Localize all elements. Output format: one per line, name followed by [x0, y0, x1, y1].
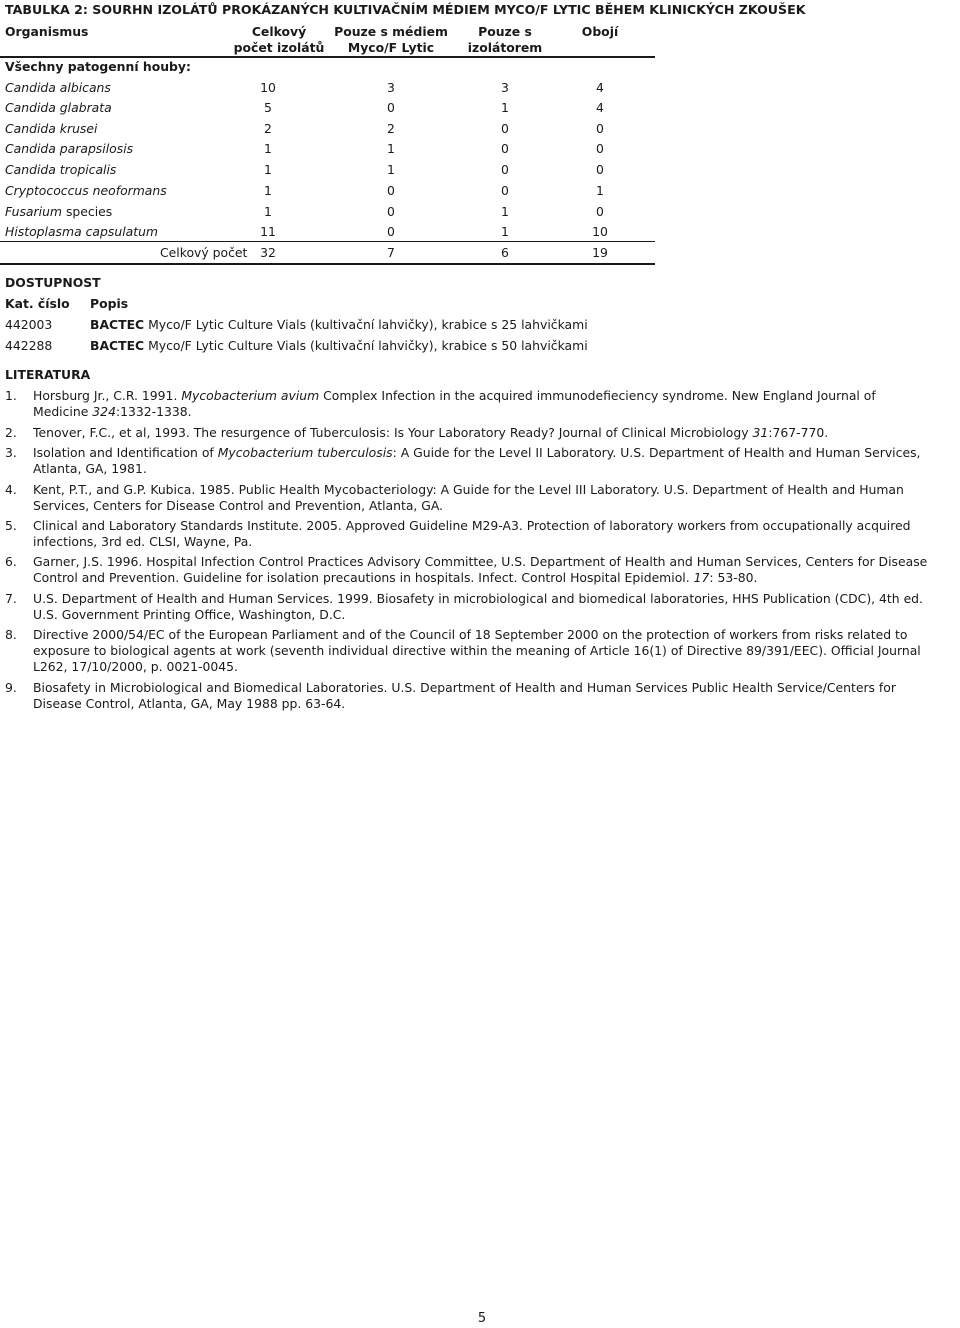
- table-cell-isolator: 1: [501, 100, 509, 115]
- header-isolator-line2: izolátorem: [467, 40, 543, 55]
- table-row-organism: [5, 204, 112, 219]
- reference-segment: Complex Infection in the acquired immunodefieciency syndrome. New England Journal of Medicine: [33, 388, 876, 419]
- organism-name: Candida albicans: [5, 80, 111, 95]
- reference-text: [33, 518, 935, 550]
- table-cell-isolator: 0: [501, 121, 509, 136]
- table-rule-bottom: [0, 263, 655, 265]
- header-both: Obojí: [581, 24, 619, 39]
- reference-number: 8.: [5, 627, 17, 642]
- reference-segment: Isolation and Identification of: [33, 445, 218, 460]
- table-cell-isolator: 3: [501, 80, 509, 95]
- header-total-line2: počet izolátů: [233, 40, 325, 55]
- table-cell-both: 4: [596, 80, 604, 95]
- total-both: 19: [592, 245, 608, 260]
- reference-segment: Horsburg Jr., C.R. 1991.: [33, 388, 182, 403]
- total-label: Celkový počet: [160, 245, 248, 260]
- reference-segment: Garner, J.S. 1996. Hospital Infection Control Practices Advisory Committee, U.S. Department of Health and Human Services, Centers for Disease Control and Prevention. Guideline for isolation precautions in hospitals. Infect. Control Hospital Epidemiol.: [33, 554, 928, 585]
- table-cell-both: 0: [596, 204, 604, 219]
- reference-segment: Tenover, F.C., et al, 1993. The resurgence of Tuberculosis: Is Your Laboratory Ready? Journal of Clinical Microbiology: [33, 425, 753, 440]
- header-isolator-line1: Pouze s: [478, 24, 532, 39]
- table-cell-medium: 0: [387, 100, 395, 115]
- table-cell-medium: 1: [387, 162, 395, 177]
- organism-name: Fusarium: [5, 204, 62, 219]
- reference-italic: 31: [752, 425, 769, 440]
- table-cell-total: 5: [264, 100, 272, 115]
- page-number: 5: [477, 1311, 487, 1326]
- header-organism: Organismus: [5, 24, 89, 39]
- reference-text: [33, 445, 935, 477]
- organism-name: Histoplasma capsulatum: [5, 224, 159, 239]
- table-cell-medium: 0: [387, 224, 395, 239]
- reference-text: [33, 388, 935, 420]
- table-row-organism: [5, 141, 133, 156]
- table-cell-both: 10: [592, 224, 608, 239]
- reference-text: [33, 627, 935, 675]
- table-title: TABULKA 2: SOURHN IZOLÁTŮ PROKÁZANÝCH KULTIVAČNÍM MÉDIEM MYCO/F LYTIC BĚHEM KLINICKÝCH ZKOUŠEK: [5, 2, 806, 17]
- table-cell-total: 10: [260, 80, 276, 95]
- header-total-line1: Celkový: [251, 24, 307, 39]
- table-cell-isolator: 1: [501, 204, 509, 219]
- header-medium-line1: Pouze s médiem: [334, 24, 448, 39]
- reference-italic: Mycobacterium avium: [181, 388, 320, 403]
- table-rule-top: [0, 56, 655, 58]
- table-cell-both: 4: [596, 100, 604, 115]
- reference-segment: Clinical and Laboratory Standards Institute. 2005. Approved Guideline M29-A3. Protection of laboratory workers from occupationally acquired infections, 3rd ed. CLSI, Wayne, Pa.: [33, 518, 911, 549]
- table-cell-both: 1: [596, 183, 604, 198]
- reference-segment: :1332-1338.: [115, 404, 192, 419]
- table-cell-total: 1: [264, 204, 272, 219]
- product-text: Myco/F Lytic Culture Vials (kultivační lahvičky), krabice s 50 lahvičkami: [144, 338, 588, 353]
- group-label: Všechny patogenní houby:: [5, 59, 191, 74]
- table-cell-isolator: 0: [501, 183, 509, 198]
- reference-text: [33, 482, 935, 514]
- reference-segment: :767-770.: [768, 425, 829, 440]
- literature-heading: LITERATURA: [5, 367, 91, 382]
- table-row-organism: [5, 100, 112, 115]
- organism-name: Candida glabrata: [5, 100, 112, 115]
- organism-name: Candida krusei: [5, 121, 98, 136]
- total-medium: 7: [387, 245, 395, 260]
- table-cell-isolator: 1: [501, 224, 509, 239]
- catalog-number: 442288: [5, 338, 53, 353]
- reference-number: 2.: [5, 425, 17, 440]
- reference-italic: 324: [92, 404, 116, 419]
- table-cell-isolator: 0: [501, 141, 509, 156]
- catalog-description: [90, 317, 588, 332]
- reference-number: 9.: [5, 680, 17, 695]
- table-cell-both: 0: [596, 162, 604, 177]
- table-cell-total: 1: [264, 141, 272, 156]
- organism-name: Cryptococcus neoformans: [5, 183, 167, 198]
- total-isolator: 6: [501, 245, 509, 260]
- table-row-organism: [5, 224, 158, 239]
- table-cell-isolator: 0: [501, 162, 509, 177]
- product-text: Myco/F Lytic Culture Vials (kultivační lahvičky), krabice s 25 lahvičkami: [144, 317, 588, 332]
- catalog-number: 442003: [5, 317, 53, 332]
- table-row-organism: [5, 162, 116, 177]
- table-cell-medium: 2: [387, 121, 395, 136]
- reference-number: 7.: [5, 591, 17, 606]
- organism-name: Candida tropicalis: [5, 162, 117, 177]
- table-cell-medium: 3: [387, 80, 395, 95]
- brand-name: BACTEC: [90, 338, 145, 353]
- reference-italic: Mycobacterium tuberculosis: [217, 445, 393, 460]
- reference-text: [33, 425, 935, 441]
- reference-text: [33, 591, 935, 623]
- reference-number: 3.: [5, 445, 17, 460]
- table-cell-total: 1: [264, 162, 272, 177]
- table-cell-medium: 1: [387, 141, 395, 156]
- reference-segment: Kent, P.T., and G.P. Kubica. 1985. Public Health Mycobacteriology: A Guide for the Level III Laboratory. U.S. Department of Health and Human Services, Centers for Disease Control and Prevention, Atlanta, GA.: [33, 482, 904, 513]
- table-cell-total: 2: [264, 121, 272, 136]
- table-row-organism: [5, 80, 111, 95]
- table-row-organism: [5, 183, 167, 198]
- table-cell-medium: 0: [387, 204, 395, 219]
- reference-number: 6.: [5, 554, 17, 569]
- catalog-description: [90, 338, 588, 353]
- availability-col-desc: Popis: [90, 296, 129, 311]
- availability-heading: DOSTUPNOST: [5, 275, 101, 290]
- table-cell-both: 0: [596, 121, 604, 136]
- reference-segment: : 53-80.: [709, 570, 758, 585]
- table-cell-both: 0: [596, 141, 604, 156]
- table-row-organism: [5, 121, 97, 136]
- organism-name: Candida parapsilosis: [5, 141, 134, 156]
- total-count: 32: [260, 245, 276, 260]
- table-cell-total: 1: [264, 183, 272, 198]
- reference-segment: Biosafety in Microbiological and Biomedical Laboratories. U.S. Department of Health and Human Services Public Health Service/Centers for Disease Control, Atlanta, GA, May 1988 pp. 63-64.: [33, 680, 896, 711]
- reference-number: 5.: [5, 518, 17, 533]
- reference-segment: : A Guide for the Level II Laboratory. U.S. Department of Health and Human Services, Atlanta, GA, 1981.: [33, 445, 921, 476]
- reference-text: [33, 680, 935, 712]
- reference-segment: U.S. Department of Health and Human Services. 1999. Biosafety in microbiological and biomedical laboratories, HHS Publication (CDC), 4th ed. U.S. Government Printing Office, Washington, D.C.: [33, 591, 923, 622]
- organism-suffix: species: [62, 204, 113, 219]
- table-rule-before-total: [0, 241, 655, 242]
- availability-col-cat: Kat. číslo: [5, 296, 70, 311]
- header-medium-line2: Myco/F Lytic: [347, 40, 435, 55]
- reference-text: [33, 554, 935, 586]
- reference-italic: 17: [693, 570, 710, 585]
- table-cell-total: 11: [260, 224, 276, 239]
- table-cell-medium: 0: [387, 183, 395, 198]
- reference-segment: Directive 2000/54/EC of the European Parliament and of the Council of 18 September 2000 on the protection of workers from risks related to exposure to biological agents at work (seventh individual directive within the meaning of Article 16(1) of Directive 89/391/EEC). Official Journal L262, 17/10/2000, p. 0021-0045.: [33, 627, 921, 674]
- reference-number: 1.: [5, 388, 17, 403]
- brand-name: BACTEC: [90, 317, 145, 332]
- reference-number: 4.: [5, 482, 17, 497]
